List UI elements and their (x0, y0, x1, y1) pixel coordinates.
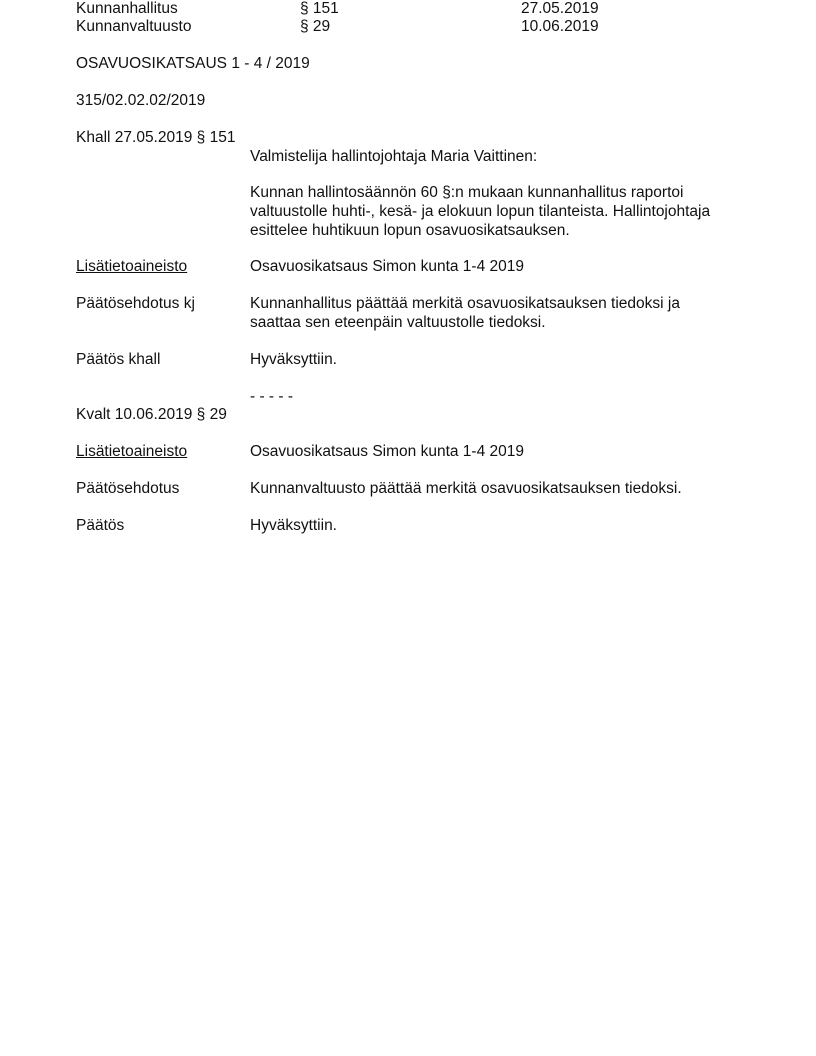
khall-proposal (250, 294, 750, 332)
section-separator: - - - - - (250, 388, 294, 405)
header-body-1: Kunnanhallitus (76, 0, 178, 17)
document-title: OSAVUOSIKATSAUS 1 - 4 / 2019 (76, 55, 310, 72)
khall-preparer: Valmistelija hallintojohtaja Maria Vaittinen: (250, 148, 538, 165)
header-date-2: 10.06.2019 (521, 18, 599, 35)
header-body-2: Kunnanvaltuusto (76, 18, 192, 35)
khall-body-line: valtuustolle huhti-, kesä- ja elokuun lopun tilanteista. Hallintojohtaja (250, 203, 711, 220)
khall-body-line: Kunnan hallintosäännön 60 §:n mukaan kunnanhallitus raportoi (250, 184, 684, 201)
header-date-1: 27.05.2019 (521, 0, 599, 17)
record-number: 315/02.02.02/2019 (76, 92, 206, 109)
khall-proposal-line: Kunnanhallitus päättää merkitä osavuosikatsauksen tiedoksi ja (250, 295, 680, 312)
header-section-1: § 151 (300, 0, 339, 17)
khall-attachment-label[interactable]: Lisätietoaineisto (76, 258, 188, 275)
kvalt-attachment-label[interactable]: Lisätietoaineisto (76, 443, 188, 460)
khall-proposal-label: Päätösehdotus kj (76, 295, 195, 312)
khall-heading: Khall 27.05.2019 § 151 (76, 129, 236, 146)
khall-body (250, 183, 750, 240)
kvalt-decision-label: Päätös (76, 517, 125, 534)
khall-decision-value: Hyväksyttiin. (250, 351, 337, 368)
kvalt-proposal-label: Päätösehdotus (76, 480, 180, 497)
khall-decision-label: Päätös khall (76, 351, 161, 368)
kvalt-proposal-value: Kunnanvaltuusto päättää merkitä osavuosikatsauksen tiedoksi. (250, 480, 682, 497)
header-section-2: § 29 (300, 18, 331, 35)
kvalt-heading: Kvalt 10.06.2019 § 29 (76, 406, 227, 423)
khall-proposal-line: saattaa sen eteenpäin valtuustolle tiedoksi. (250, 314, 546, 331)
kvalt-decision-value: Hyväksyttiin. (250, 517, 337, 534)
khall-body-line: esittelee huhtikuun lopun osavuosikatsauksen. (250, 222, 570, 239)
khall-attachment-value: Osavuosikatsaus Simon kunta 1-4 2019 (250, 258, 524, 275)
kvalt-attachment-value: Osavuosikatsaus Simon kunta 1-4 2019 (250, 443, 524, 460)
